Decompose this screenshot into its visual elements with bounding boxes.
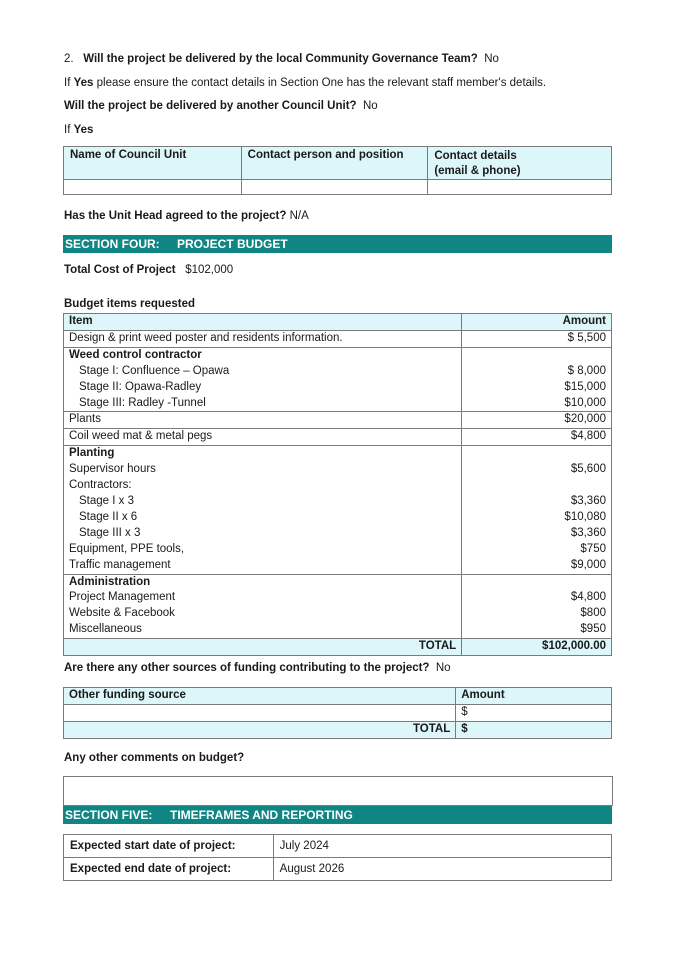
funding-amount-cell[interactable]: $ xyxy=(456,704,612,721)
weed-stage-2-amount: $15,000 xyxy=(564,380,606,393)
coil-amount: $4,800 xyxy=(462,429,612,446)
miscellaneous-amount: $950 xyxy=(580,623,606,636)
coil-label: Coil weed mat & metal pegs xyxy=(64,429,462,446)
other-funding-question xyxy=(64,661,451,676)
funding-source-cell[interactable] xyxy=(64,704,456,721)
weed-control-items xyxy=(64,347,462,412)
administration-items xyxy=(64,574,462,639)
other-funding-answer: No xyxy=(435,662,451,674)
other-funding-row xyxy=(64,704,612,721)
total-cost xyxy=(64,263,233,278)
other-funding-header-row xyxy=(64,688,612,705)
weed-stage-2: Stage II: Opawa-Radley xyxy=(79,380,202,393)
section-four-header xyxy=(63,235,612,253)
contractors-label: Contractors: xyxy=(69,479,132,492)
supervisor-hours: Supervisor hours xyxy=(69,463,156,476)
planting-stage-2-amount: $10,080 xyxy=(564,510,606,523)
other-funding-question-text: Are there any other sources of funding contributing to the project? xyxy=(64,662,430,674)
weed-stage-3: Stage III: Radley -Tunnel xyxy=(79,396,206,409)
planting-stage-1: Stage I x 3 xyxy=(79,494,134,507)
end-date-value[interactable]: August 2026 xyxy=(273,858,611,881)
other-funding-total-label: TOTAL xyxy=(64,721,456,738)
weed-stage-1: Stage I: Confluence – Opawa xyxy=(79,364,230,377)
unit-head-question-text: Has the Unit Head agreed to the project? xyxy=(64,210,287,222)
budget-table xyxy=(63,313,612,656)
if-yes-label xyxy=(64,123,93,138)
contact-details-line2: (email & phone) xyxy=(434,165,521,177)
website-label: Website & Facebook xyxy=(69,607,175,620)
col-council-unit: Name of Council Unit xyxy=(64,147,242,180)
planting-stage-3-amount: $3,360 xyxy=(570,526,606,539)
contact-details-line1: Contact details xyxy=(434,150,517,162)
budget-row-design xyxy=(64,330,612,347)
budget-row-planting xyxy=(64,446,612,574)
design-label: Design & print weed poster and residents information. xyxy=(64,330,462,347)
weed-stage-1-amount: $ 8,000 xyxy=(567,364,606,377)
start-date-label: Expected start date of project: xyxy=(64,835,274,858)
start-date-row xyxy=(64,835,612,858)
weed-control-title: Weed control contractor xyxy=(69,348,202,361)
supervisor-amount: $5,600 xyxy=(570,463,606,476)
contact-person-cell[interactable] xyxy=(241,180,428,195)
unit-head-question xyxy=(64,209,309,224)
project-management-amount: $4,800 xyxy=(570,591,606,604)
if-yes-bold: Yes xyxy=(73,77,94,89)
budget-header-row xyxy=(64,314,612,331)
planting-stage-2: Stage II x 6 xyxy=(79,510,138,523)
budget-heading-text: Budget items requested xyxy=(64,298,195,310)
col-item: Item xyxy=(64,314,462,331)
end-date-row xyxy=(64,858,612,881)
council-unit-answer: No xyxy=(362,100,378,112)
budget-total-value: $102,000.00 xyxy=(462,639,612,656)
col-funding-source: Other funding source xyxy=(64,688,456,705)
section-four-title: PROJECT BUDGET xyxy=(177,237,288,251)
design-amount: $ 5,500 xyxy=(462,330,612,347)
council-unit-empty-row xyxy=(64,180,612,195)
budget-row-administration xyxy=(64,574,612,639)
other-funding-total-value: $ xyxy=(456,721,612,738)
comments-question-text: Any other comments on budget? xyxy=(64,752,245,764)
col-contact-details xyxy=(428,147,612,180)
question-number: 2. xyxy=(64,53,74,65)
unit-head-answer: N/A xyxy=(289,210,309,222)
question-2 xyxy=(64,52,499,67)
council-unit-question xyxy=(64,99,378,114)
section-five-number: SECTION FIVE: xyxy=(65,808,153,822)
yes-word: Yes xyxy=(73,124,94,136)
if-yes-note xyxy=(64,76,546,91)
section-four-number: SECTION FOUR: xyxy=(65,237,160,251)
end-date-label: Expected end date of project: xyxy=(64,858,274,881)
other-funding-table xyxy=(63,687,612,739)
equipment-amount: $750 xyxy=(580,542,606,555)
planting-stage-3: Stage III x 3 xyxy=(79,526,141,539)
miscellaneous-label: Miscellaneous xyxy=(69,623,142,636)
traffic-amount: $9,000 xyxy=(570,558,606,571)
total-cost-label: Total Cost of Project xyxy=(64,264,176,276)
planting-title: Planting xyxy=(69,447,115,460)
if-word: If xyxy=(64,124,71,136)
question-2-text: Will the project be delivered by the local Community Governance Team? xyxy=(83,53,478,65)
project-management-label: Project Management xyxy=(69,591,176,604)
col-funding-amount: Amount xyxy=(456,688,612,705)
budget-row-weed-control xyxy=(64,347,612,412)
budget-total-row xyxy=(64,639,612,656)
comments-question xyxy=(64,751,244,766)
council-unit-question-text: Will the project be delivered by another Council Unit? xyxy=(64,100,357,112)
website-amount: $800 xyxy=(580,607,606,620)
comments-box[interactable] xyxy=(63,776,613,806)
planting-stage-1-amount: $3,360 xyxy=(570,494,606,507)
section-five-title: TIMEFRAMES AND REPORTING xyxy=(170,808,353,822)
weed-control-amounts xyxy=(462,347,612,412)
budget-row-plants xyxy=(64,412,612,429)
budget-heading xyxy=(64,297,195,312)
administration-amounts xyxy=(462,574,612,639)
budget-total-label: TOTAL xyxy=(64,639,462,656)
col-contact-person: Contact person and position xyxy=(241,147,428,180)
budget-row-coil xyxy=(64,429,612,446)
col-amount: Amount xyxy=(462,314,612,331)
equipment-label: Equipment, PPE tools, xyxy=(69,542,185,555)
council-unit-cell[interactable] xyxy=(64,180,242,195)
other-funding-total-row xyxy=(64,721,612,738)
plants-label: Plants xyxy=(64,412,462,429)
weed-stage-3-amount: $10,000 xyxy=(564,396,606,409)
council-unit-table xyxy=(63,146,612,195)
total-cost-value: $102,000 xyxy=(185,264,234,276)
start-date-value[interactable]: July 2024 xyxy=(273,835,611,858)
question-2-answer: No xyxy=(484,53,499,65)
planting-items xyxy=(64,446,462,574)
if-yes-word: If xyxy=(64,77,71,89)
council-unit-header-row xyxy=(64,147,612,180)
section-five-header xyxy=(63,806,612,824)
contact-details-cell[interactable] xyxy=(428,180,612,195)
planting-amounts xyxy=(462,446,612,574)
traffic-label: Traffic management xyxy=(69,558,171,571)
if-yes-instruction: please ensure the contact details in Section One has the relevant staff member's details. xyxy=(96,77,547,89)
project-dates-table xyxy=(63,834,612,881)
plants-amount: $20,000 xyxy=(462,412,612,429)
administration-title: Administration xyxy=(69,575,151,588)
